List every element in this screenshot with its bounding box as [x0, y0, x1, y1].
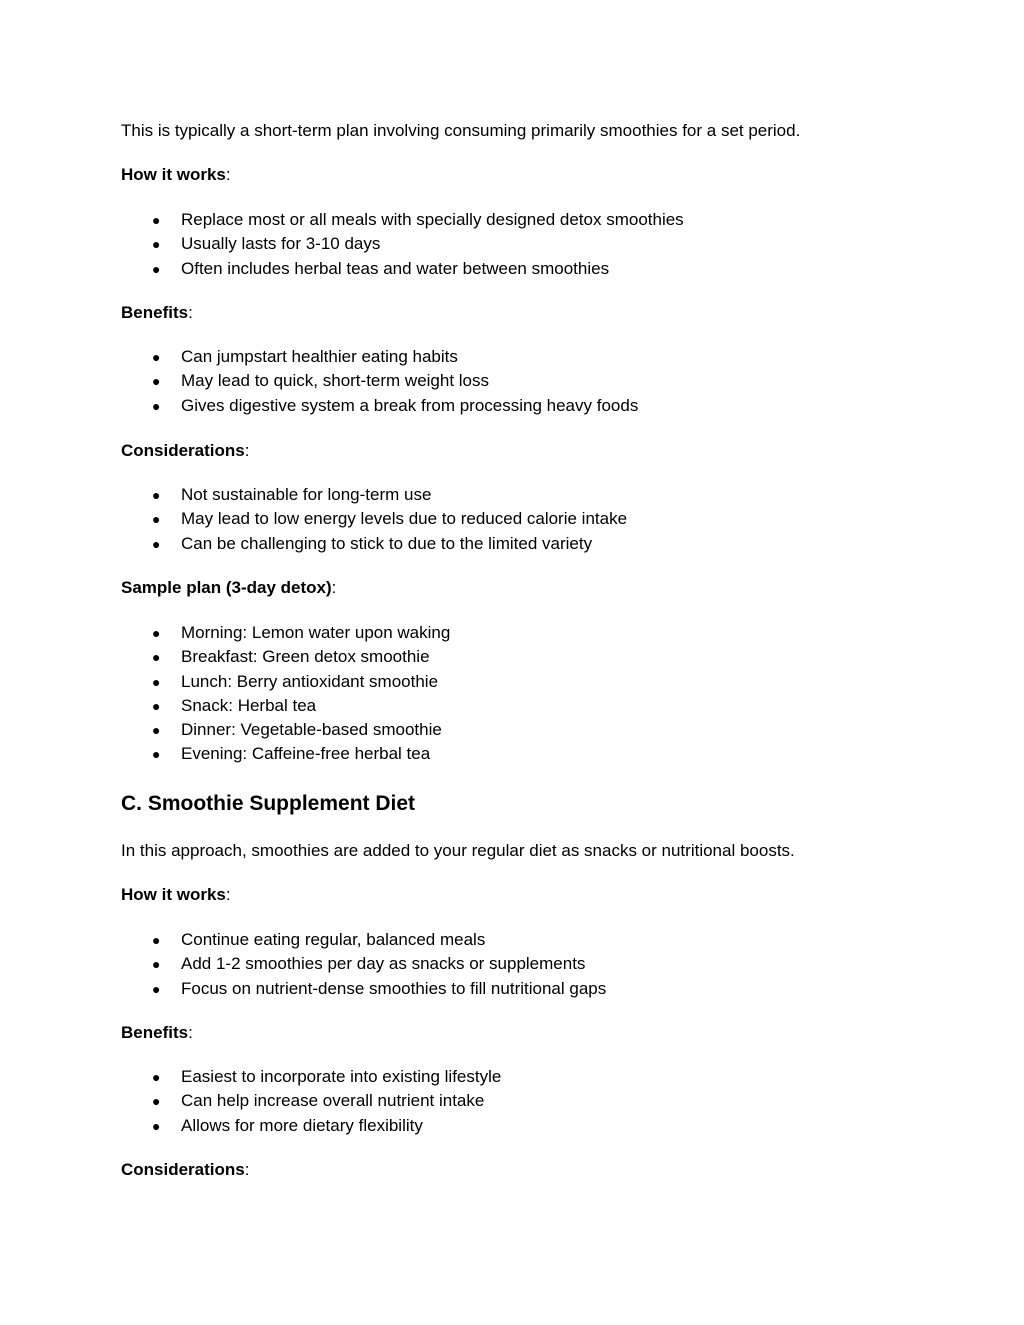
list-item [121, 394, 638, 418]
how-it-works-list [121, 928, 606, 1001]
list-item [121, 345, 638, 369]
bullet-icon: ● [152, 980, 161, 997]
bullet-icon: ● [152, 746, 161, 763]
list-item-text: Gives digestive system a break from processing heavy foods [181, 395, 639, 415]
list-item [121, 645, 450, 669]
list-item-text: May lead to low energy levels due to reduced calorie intake [181, 509, 628, 529]
list-item [121, 1089, 501, 1113]
bullet-icon: ● [152, 722, 161, 739]
bullet-icon: ● [152, 1117, 161, 1134]
benefits-label-text: Benefits [121, 1023, 189, 1042]
considerations-label-text: Considerations [121, 441, 245, 460]
list-item-text: May lead to quick, short-term weight loss [181, 371, 490, 391]
list-item [121, 977, 606, 1001]
bullet-icon: ● [152, 1093, 161, 1110]
bullet-icon: ● [152, 956, 161, 973]
bullet-icon: ● [152, 1069, 161, 1085]
list-item-text: Can be challenging to stick to due to the limited variety [181, 533, 593, 553]
list-item-text: Can jumpstart healthier eating habits [181, 347, 458, 366]
benefits-label [121, 1021, 193, 1045]
list-item [121, 507, 627, 531]
list-item [121, 483, 627, 507]
bullet-icon: ● [152, 932, 161, 948]
list-item-text: Snack: Herbal tea [181, 695, 317, 715]
list-item [121, 369, 638, 393]
list-item [121, 621, 450, 645]
bullet-icon: ● [152, 511, 161, 528]
benefits-label [121, 301, 193, 325]
list-item [121, 718, 450, 742]
how-it-works-label [121, 163, 231, 187]
list-item-text: Can help increase overall nutrient intake [181, 1091, 485, 1111]
list-item [121, 257, 684, 281]
considerations-label-text: Considerations [121, 1160, 245, 1179]
list-item-text: Focus on nutrient-dense smoothies to fill nutritional gaps [181, 978, 607, 998]
sample-plan-list [121, 621, 450, 767]
section-intro-paragraph: In this approach, smoothies are added to your regular diet as snacks or nutritional boosts. [121, 841, 795, 860]
bullet-icon: ● [152, 697, 161, 714]
bullet-icon: ● [152, 625, 161, 641]
list-item [121, 208, 684, 232]
list-item-text: Evening: Caffeine-free herbal tea [181, 744, 431, 764]
sample-plan-label [121, 576, 336, 600]
list-item-text: Allows for more dietary flexibility [181, 1115, 423, 1135]
list-item-text: Breakfast: Green detox smoothie [181, 647, 430, 667]
list-item [121, 1114, 501, 1138]
list-item-text: Often includes herbal teas and water between smoothies [181, 258, 610, 278]
bullet-icon: ● [152, 260, 161, 277]
list-item-text: Continue eating regular, balanced meals [181, 930, 486, 949]
bullet-icon: ● [152, 397, 161, 414]
section-heading: C. Smoothie Supplement Diet [121, 792, 416, 815]
colon: : [244, 441, 250, 460]
list-item-text: Easiest to incorporate into existing lifestyle [181, 1067, 502, 1086]
list-item [121, 928, 606, 952]
colon: : [331, 578, 337, 597]
considerations-list [121, 483, 627, 556]
bullet-icon: ● [152, 236, 161, 253]
list-item-text: Replace most or all meals with specially designed detox smoothies [181, 210, 684, 229]
colon: : [188, 303, 193, 322]
list-item [121, 670, 450, 694]
bullet-icon: ● [152, 649, 161, 666]
list-item [121, 232, 684, 256]
sample-plan-label-text: Sample plan (3-day detox) [121, 578, 332, 597]
list-item-text: Not sustainable for long-term use [181, 485, 432, 504]
bullet-icon: ● [152, 212, 161, 228]
colon: : [188, 1023, 193, 1042]
list-item-text: Morning: Lemon water upon waking [181, 623, 451, 642]
bullet-icon: ● [152, 535, 161, 552]
bullet-icon: ● [152, 373, 161, 390]
list-item-text: Add 1-2 smoothies per day as snacks or supplements [181, 954, 586, 974]
how-it-works-label-text: How it works [121, 885, 226, 904]
benefits-list [121, 345, 638, 418]
how-it-works-label [121, 883, 231, 907]
list-item [121, 742, 450, 766]
list-item-text: Dinner: Vegetable-based smoothie [181, 720, 442, 740]
colon: : [244, 1160, 250, 1179]
list-item [121, 694, 450, 718]
list-item [121, 532, 627, 556]
benefits-list [121, 1065, 501, 1138]
list-item-text: Usually lasts for 3-10 days [181, 234, 381, 254]
intro-paragraph: This is typically a short-term plan involving consuming primarily smoothies for a set period. [121, 121, 801, 140]
colon: : [225, 165, 231, 184]
considerations-label [121, 439, 249, 463]
how-it-works-list [121, 208, 684, 281]
list-item [121, 952, 606, 976]
list-item [121, 1065, 501, 1089]
benefits-label-text: Benefits [121, 303, 189, 322]
list-item-text: Lunch: Berry antioxidant smoothie [181, 671, 439, 691]
considerations-label [121, 1158, 249, 1182]
how-it-works-label-text: How it works [121, 165, 226, 184]
colon: : [225, 885, 231, 904]
bullet-icon: ● [152, 349, 161, 365]
bullet-icon: ● [152, 673, 161, 690]
bullet-icon: ● [152, 487, 161, 503]
